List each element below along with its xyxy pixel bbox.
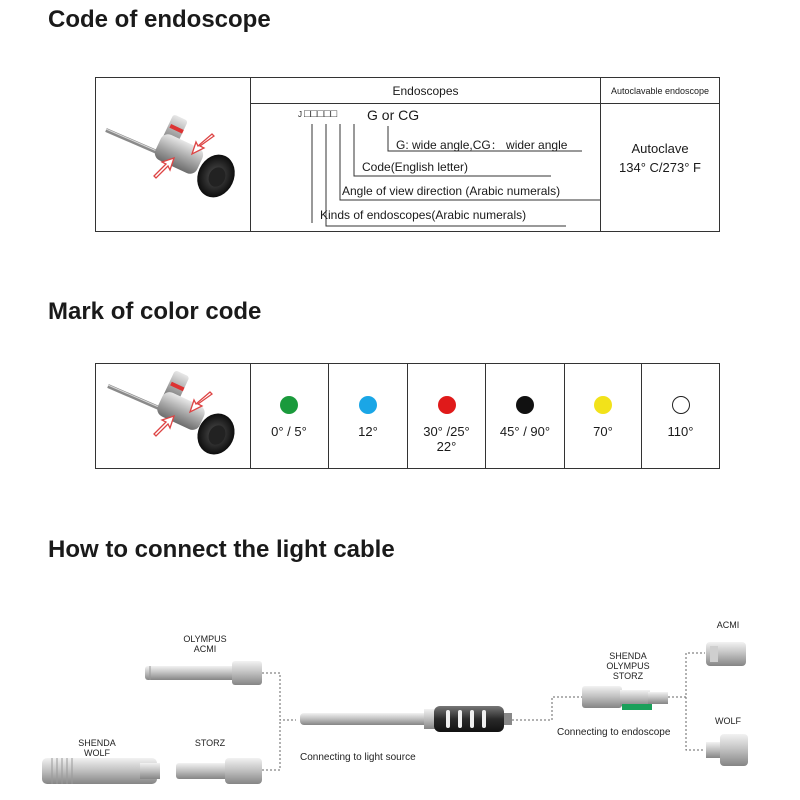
green-dot [280, 396, 298, 414]
angle-label: 30° /25° 22° [423, 424, 470, 454]
yellow-dot [594, 396, 612, 414]
wolf-adapter [706, 734, 748, 766]
autoclave-temp: 134° C/273° F [619, 160, 701, 175]
color-cell-white [642, 364, 719, 468]
label-wolf: WOLF [715, 716, 741, 726]
shenda-wolf-adapter [42, 758, 160, 784]
color-cell-blue [329, 364, 408, 468]
section-title-code: Code of endoscope [48, 6, 271, 33]
light-cable-diagram [0, 600, 800, 800]
autoclave-title: Autoclave [631, 141, 689, 156]
header-endoscopes: Endoscopes [250, 78, 601, 104]
color-table [95, 363, 720, 469]
code-line-g: G: wide angle,CG： wider angle [396, 138, 568, 152]
endoscope-side-adapter [582, 686, 668, 710]
label-acmi: ACMI [716, 620, 740, 630]
code-table [95, 77, 720, 232]
code-line-letter: Code(English letter) [362, 160, 469, 174]
label-light-source: Connecting to light source [300, 752, 416, 763]
header-autoclavable: Autoclavable endoscope [601, 78, 719, 104]
code-suffix: G or CG [367, 107, 420, 123]
label-endoscope: Connecting to endoscope [557, 727, 671, 738]
label-storz: STORZ [194, 738, 226, 748]
section-title-connect: How to connect the light cable [48, 536, 395, 563]
blue-dot [359, 396, 377, 414]
storz-adapter [176, 758, 262, 784]
angle-label: 0° / 5° [271, 424, 307, 439]
light-cable [300, 706, 512, 732]
angle-label: 110° [667, 424, 694, 439]
endoscope-icon [96, 364, 250, 468]
endoscope-image-cell-2 [96, 364, 251, 468]
label-olympus-acmi: OLYMPUS ACMI [183, 634, 227, 654]
angle-label: 70° [593, 424, 613, 439]
code-boxes: □□□□□ [304, 108, 338, 120]
black-dot [516, 396, 534, 414]
acmi-adapter [706, 642, 746, 666]
angle-label: 12° [358, 424, 378, 439]
section-title-color: Mark of color code [48, 298, 262, 325]
code-line-kinds: Kinds of endoscopes(Arabic numerals) [320, 208, 527, 222]
olympus-acmi-adapter [145, 661, 262, 685]
label-shenda-olympus-storz: SHENDA OLYMPUS STORZ [606, 651, 650, 681]
label-shenda-wolf: SHENDA WOLF [78, 738, 116, 758]
red-dot [438, 396, 456, 414]
color-cell-red [408, 364, 486, 468]
color-cell-green [250, 364, 329, 468]
angle-label: 45° / 90° [499, 424, 551, 439]
color-cell-yellow [565, 364, 642, 468]
code-line-angle: Angle of view direction (Arabic numerals) [342, 184, 561, 198]
code-prefix: J [298, 110, 302, 119]
color-cell-black [486, 364, 565, 468]
white-dot [672, 396, 690, 414]
